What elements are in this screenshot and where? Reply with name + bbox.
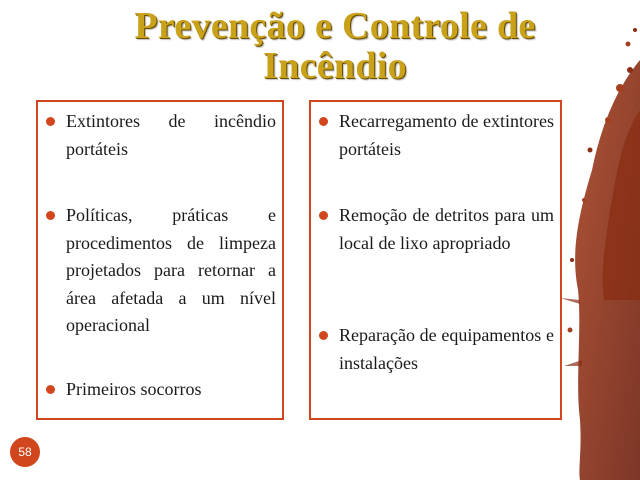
bullet-icon [46,385,55,394]
list-item [46,376,276,404]
list-item [46,108,276,163]
list-item [319,322,554,377]
bullet-icon [46,211,55,220]
bullet-icon [46,117,55,126]
list-item [319,202,554,257]
list-item-text: Políticas, práticas e procedimentos de limpeza projetados para retornar a área afetada a um nível operacional [66,205,276,335]
bullet-icon [319,211,328,220]
list-item-text: Recarregamento de extintores portáteis [339,111,554,159]
bullet-icon [319,331,328,340]
page-number-badge: 58 [10,437,40,467]
bullet-icon [319,117,328,126]
right-content-box [309,100,562,420]
list-item-text: Extintores de incêndio portáteis [66,111,276,159]
list-item-text: Remoção de detritos para um local de lixo apropriado [339,205,554,253]
list-item-text: Primeiros socorros [66,379,202,399]
left-content-box [36,100,284,420]
list-item-text: Reparação de equipamentos e instalações [339,325,554,373]
list-item [319,108,554,163]
slide-title: Prevenção e Controle de Incêndio [134,5,536,87]
list-item [46,202,276,340]
